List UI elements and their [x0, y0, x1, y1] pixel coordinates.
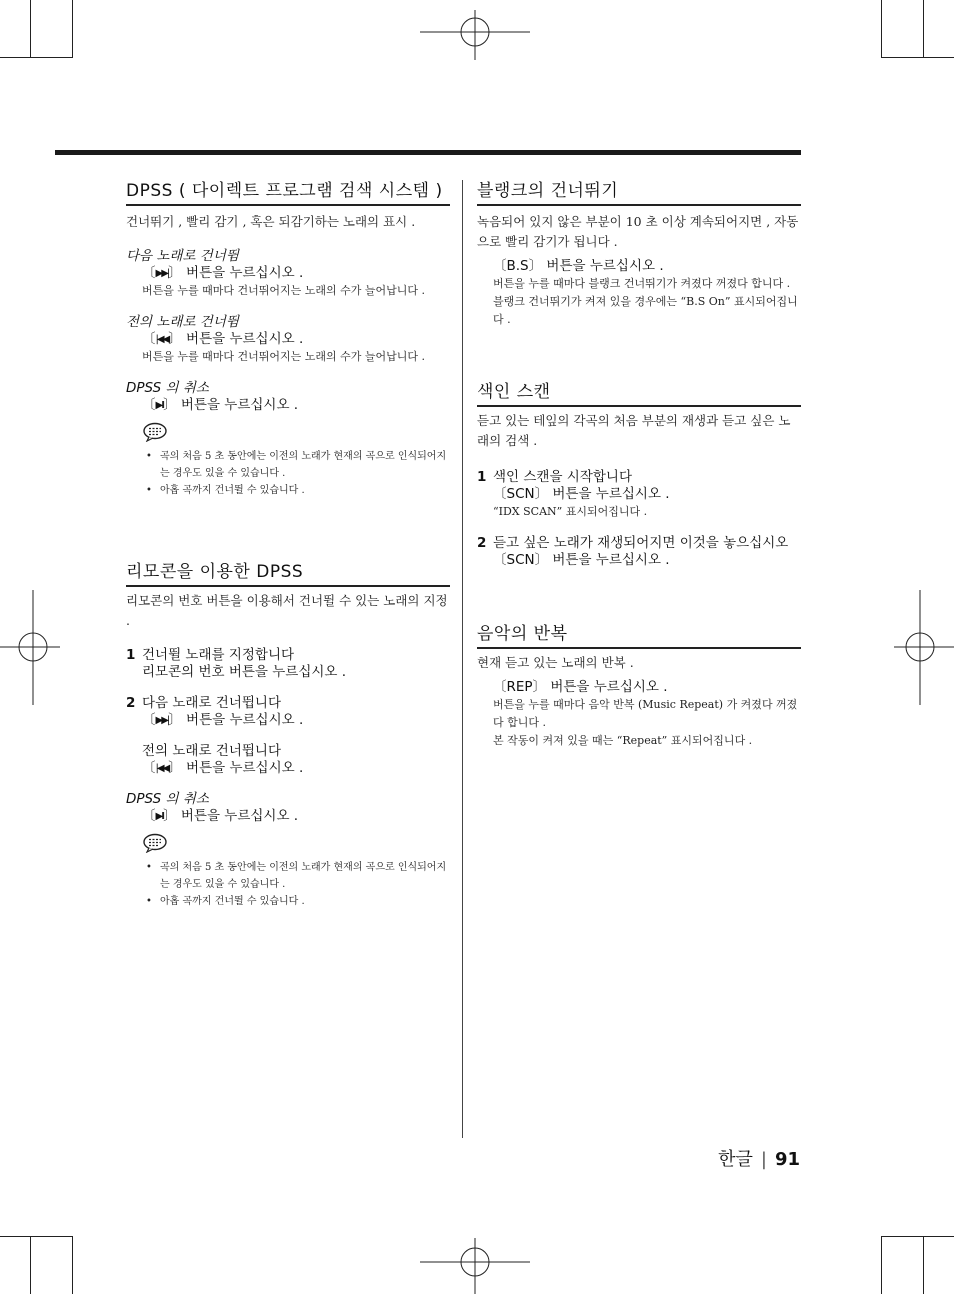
- remote-step2-instruction: 〔▶▶|〕 버튼을 누르십시오 .: [142, 712, 304, 728]
- repeat-desc-1: 버튼을 누를 때마다 음악 반복 (Music Repeat) 가 켜졌다 꺼졌다 합니다 .: [493, 698, 798, 729]
- top-rule: [55, 150, 801, 155]
- note-item: • 곡의 처음 5 초 동안에는 이전의 노래가 현재의 곡으로 인식되어지는 경우도 있을 수 있습니다 .: [160, 859, 450, 893]
- page-footer: [718, 1145, 800, 1171]
- next-track-icon: ▶▶|: [155, 715, 169, 726]
- section-title-remote-dpss: 리모콘을 이용한 DPSS: [126, 561, 450, 587]
- column-divider: [462, 180, 463, 1138]
- dpss-notes: [126, 448, 450, 499]
- section-title-blank-skip: 블랭크의 건너뛰기: [477, 180, 801, 206]
- remote-cancel-label: DPSS 의 취소: [126, 791, 209, 807]
- crop-mark: [881, 1236, 882, 1294]
- blank-desc-2: 블랭크 건너뛰기가 켜져 있을 경우에는 “B.S On” 표시되어집니다 .: [493, 295, 798, 326]
- remote-step1: 1 건너뛸 노래를 지정합니다: [126, 647, 295, 663]
- footer-separator: |: [760, 1149, 767, 1170]
- remote-step2: 2 다음 노래로 건너뜁니다: [126, 695, 281, 711]
- crop-mark: [881, 57, 954, 58]
- repeat-desc-2: 본 작동이 켜져 있을 때는 “Repeat” 표시되어집니다 .: [493, 734, 753, 747]
- dpss-next-label: 다음 노래로 건너뜀: [126, 248, 239, 264]
- index-step1: 1 색인 스캔을 시작합니다: [477, 469, 632, 485]
- dpss-prev-desc: 버튼을 누를 때마다 건너뛰어지는 노래의 수가 늘어납니다 .: [142, 350, 425, 363]
- crop-mark: [923, 1236, 924, 1294]
- footer-language: 한글: [718, 1149, 753, 1170]
- index-intro: 듣고 있는 테잎의 각곡의 처음 부분의 재생과 듣고 싶은 노래의 검색 .: [477, 413, 791, 448]
- index-step2: 2 듣고 싶은 노래가 재생되어지면 이것을 놓으십시오: [477, 535, 789, 551]
- remote-intro: 리모콘의 번호 버튼을 이용해서 건너뛸 수 있는 노래의 지정 .: [126, 593, 448, 628]
- crop-mark: [881, 0, 882, 58]
- blank-instruction: 〔B.S〕 버튼을 누르십시오 .: [493, 258, 664, 274]
- page-number: 91: [774, 1149, 800, 1170]
- remote-notes: [126, 859, 450, 910]
- note-item: • 곡의 처음 5 초 동안에는 이전의 노래가 현재의 곡으로 인식되어지는 경우도 있을 수 있습니다 .: [160, 448, 450, 482]
- section-title-repeat: 음악의 반복: [477, 623, 801, 649]
- dpss-prev-label: 전의 노래로 건너뜀: [126, 314, 239, 330]
- left-column: [126, 180, 450, 910]
- remote-step1-text: 리모콘의 번호 버튼을 누르십시오 .: [142, 664, 347, 680]
- play-pause-icon: ▶II: [155, 811, 164, 822]
- dpss-next-instruction: 〔▶▶|〕 버튼을 누르십시오 .: [142, 265, 304, 281]
- repeat-intro: 현재 듣고 있는 노래의 반복 .: [477, 655, 634, 670]
- dpss-prev-instruction: 〔|◀◀〕 버튼을 누르십시오 .: [142, 331, 304, 347]
- remote-step2b-title: 전의 노래로 건너뜁니다: [142, 743, 281, 759]
- crop-mark: [0, 57, 72, 58]
- index-step1-desc: “IDX SCAN” 표시되어집니다 .: [493, 505, 648, 518]
- registration-mark-top: [420, 10, 530, 60]
- dpss-cancel-label: DPSS 의 취소: [126, 380, 209, 396]
- registration-mark-bottom: [420, 1238, 530, 1294]
- note-item: • 아홉 곡까지 건너뛸 수 있습니다 .: [160, 893, 450, 910]
- crop-mark: [72, 0, 73, 58]
- repeat-instruction: 〔REP〕 버튼을 누르십시오 .: [493, 679, 668, 695]
- blank-intro: 녹음되어 있지 않은 부분이 10 초 이상 계속되어지면 , 자동으로 빨리 감기가 됩니다 .: [477, 214, 799, 249]
- section-title-dpss: DPSS ( 다이렉트 프로그램 검색 시스템 ): [126, 180, 450, 206]
- remote-cancel-instruction: 〔▶II〕 버튼을 누르십시오 .: [142, 808, 299, 824]
- crop-mark: [881, 1236, 954, 1237]
- right-column: [477, 180, 801, 750]
- index-step2-instruction: 〔SCN〕 버튼을 누르십시오 .: [493, 552, 670, 568]
- dpss-intro: 건너뛰기 , 빨리 감기 , 혹은 되감기하는 노래의 표시 .: [126, 214, 416, 229]
- note-icon: [142, 833, 168, 853]
- registration-mark-right: [894, 590, 954, 705]
- index-step1-instruction: 〔SCN〕 버튼을 누르십시오 .: [493, 486, 670, 502]
- section-title-index-scan: 색인 스캔: [477, 381, 801, 407]
- crop-mark: [30, 1236, 31, 1294]
- note-icon: [142, 422, 168, 442]
- prev-track-icon: |◀◀: [155, 763, 169, 774]
- crop-mark: [72, 1236, 73, 1294]
- crop-mark: [30, 0, 31, 58]
- crop-mark: [923, 0, 924, 58]
- play-pause-icon: ▶II: [155, 400, 164, 411]
- dpss-cancel-instruction: 〔▶II〕 버튼을 누르십시오 .: [142, 397, 299, 413]
- blank-desc-1: 버튼을 누를 때마다 블랭크 건너뛰기가 켜졌다 꺼졌다 합니다 .: [493, 277, 791, 290]
- note-item: • 아홉 곡까지 건너뛸 수 있습니다 .: [160, 482, 450, 499]
- crop-mark: [0, 1236, 72, 1237]
- prev-track-icon: |◀◀: [155, 334, 169, 345]
- remote-step2b-instruction: 〔|◀◀〕 버튼을 누르십시오 .: [142, 760, 304, 776]
- next-track-icon: ▶▶|: [155, 268, 169, 279]
- dpss-next-desc: 버튼을 누를 때마다 건너뛰어지는 노래의 수가 늘어납니다 .: [142, 284, 425, 297]
- registration-mark-left: [0, 590, 60, 705]
